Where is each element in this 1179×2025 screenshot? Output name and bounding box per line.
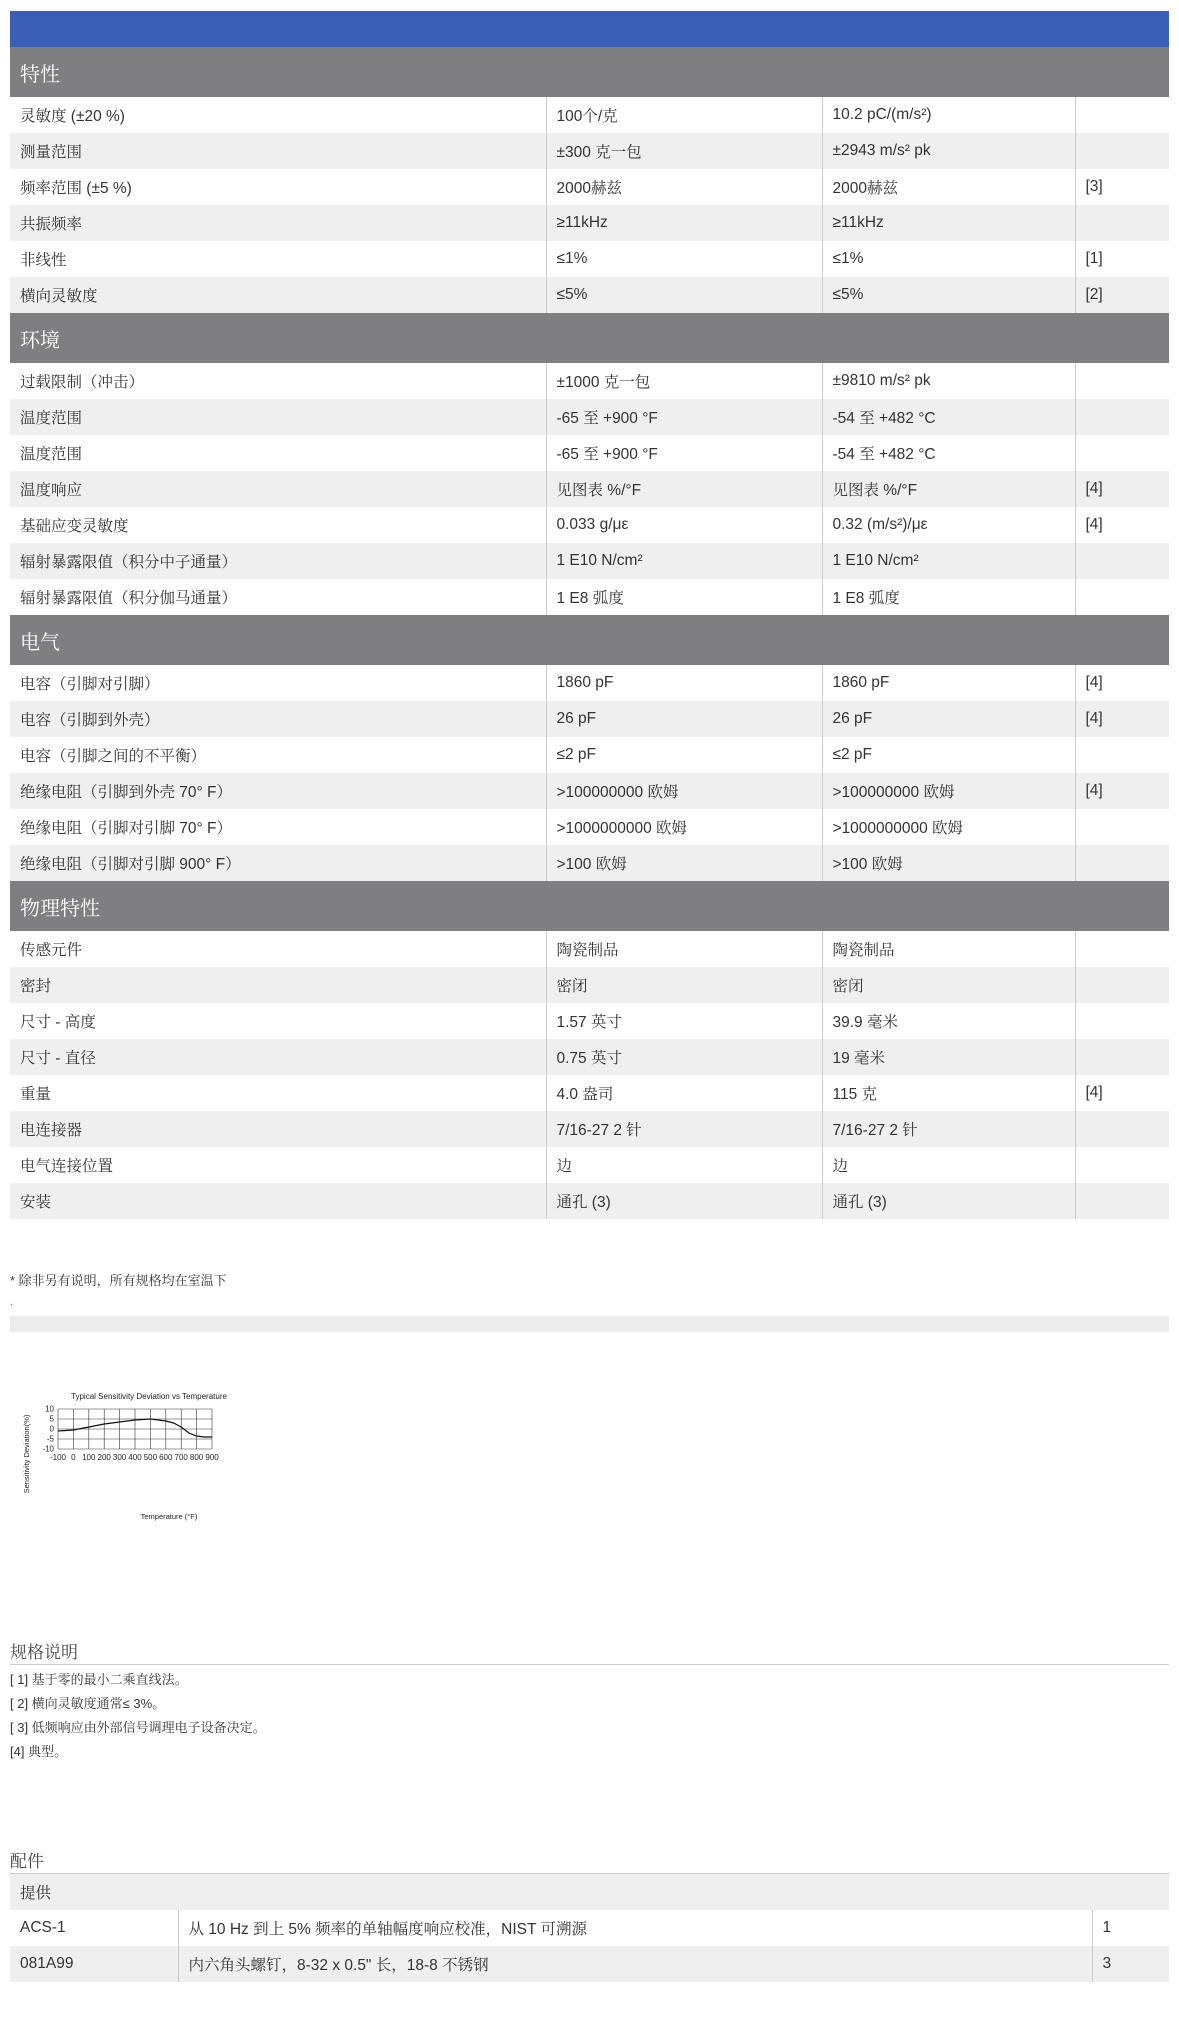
spec-value-metric: >100000000 欧姆 <box>822 773 1075 809</box>
spec-value-imperial: ≤2 pF <box>546 737 822 773</box>
spec-label: 电容（引脚对引脚） <box>20 676 160 693</box>
spec-value-imperial: 1860 pF <box>546 665 822 701</box>
chart-x-tick-label: 0 <box>71 1453 76 1462</box>
spec-label: 绝缘电阻（引脚对引脚 70° F） <box>20 820 233 837</box>
spec-value-imperial: 26 pF <box>546 701 822 737</box>
section-title: 电气 <box>10 615 1169 665</box>
spec-note-item: [ 1] 基于零的最小二乘直线法。 <box>10 1672 188 1687</box>
spec-row <box>10 241 1169 277</box>
spec-label: 横向灵敏度 <box>10 277 546 313</box>
chart-x-tick-label: 700 <box>174 1453 188 1462</box>
spec-value-metric: 密闭 <box>822 967 1075 1003</box>
accessory-quantity: 3 <box>1092 1946 1169 1982</box>
spec-note-item: [ 2] 横向灵敏度通常≤ 3%。 <box>10 1696 166 1711</box>
spec-label: 灵敏度 (±20 %) <box>20 108 125 125</box>
spec-value-imperial: 通孔 (3) <box>546 1183 822 1219</box>
spec-value-imperial: 1 E10 N/cm² <box>546 543 822 579</box>
spec-row <box>10 277 1169 313</box>
spec-value-metric: 边 <box>822 1147 1075 1183</box>
spec-row <box>10 665 1169 701</box>
spec-label: 绝缘电阻（引脚对引脚 900° F） <box>10 845 546 881</box>
chart-y-tick-labels <box>42 1405 54 1454</box>
spec-label: 频率范围 (±5 %) <box>20 180 132 197</box>
spec-note-ref <box>1075 97 1169 133</box>
spec-notes-title: 规格说明 <box>10 1643 78 1662</box>
spec-label: 电容（引脚到外壳） <box>10 701 546 737</box>
spec-row <box>10 1003 1169 1039</box>
spec-note-ref <box>1075 1183 1169 1219</box>
spec-row <box>10 1075 1169 1111</box>
spec-note-ref <box>1075 1003 1169 1039</box>
spec-value-metric: 115 克 <box>822 1075 1075 1111</box>
spec-row <box>10 773 1169 809</box>
spec-value-imperial: 7/16-27 2 针 <box>546 1111 822 1147</box>
spec-note-ref: [4] <box>1075 507 1169 543</box>
chart-x-tick-label: 100 <box>82 1453 96 1462</box>
spec-value-imperial: >1000000000 欧姆 <box>546 809 822 845</box>
spec-value-imperial: ≤5% <box>546 277 822 313</box>
spec-note-item: [ 3] 低频响应由外部信号调理电子设备决定。 <box>10 1720 266 1735</box>
section-title: 物理特性 <box>10 881 1169 931</box>
spec-row <box>10 507 1169 543</box>
spec-value-metric: >100 欧姆 <box>822 845 1075 881</box>
spec-table <box>10 47 1169 1219</box>
spec-value-metric: ≤1% <box>822 241 1075 277</box>
spec-value-metric: ≤2 pF <box>822 737 1075 773</box>
accessory-row <box>10 1946 1169 1982</box>
spec-value-metric: ±9810 m/s² pk <box>822 363 1075 399</box>
room-temperature-footnote: * 除非另有说明，所有规格均在室温下 <box>10 1273 227 1288</box>
spec-label: 温度响应 <box>10 471 546 507</box>
accessory-model: 081A99 <box>10 1946 178 1982</box>
spec-value-imperial: 100个/克 <box>546 97 822 133</box>
spec-note-ref <box>1075 399 1169 435</box>
accessories-header: 提供 <box>10 1874 1169 1910</box>
spec-row <box>10 809 1169 845</box>
spec-note-ref <box>1075 1039 1169 1075</box>
spec-value-imperial: 密闭 <box>546 967 822 1003</box>
chart-x-tick-label: 900 <box>205 1453 219 1462</box>
spec-value-metric: 26 pF <box>822 701 1075 737</box>
spec-value-metric: 1 E10 N/cm² <box>822 543 1075 579</box>
spec-note-ref <box>1075 1111 1169 1147</box>
chart-y-tick-label: -10 <box>42 1444 54 1454</box>
spec-note-ref <box>1075 967 1169 1003</box>
accessories-title: 配件 <box>10 1852 44 1871</box>
spec-label: 重量 <box>20 1086 52 1103</box>
accessory-description: 从 10 Hz 到上 5% 频率的单轴幅度响应校准，NIST 可溯源 <box>178 1910 1092 1946</box>
spec-row <box>10 845 1169 881</box>
chart-title: Typical Sensitivity Deviation vs Temperature <box>71 1392 227 1401</box>
spec-value-metric: ≤5% <box>822 277 1075 313</box>
spec-row <box>10 1111 1169 1147</box>
spec-value-imperial: 0.75 英寸 <box>546 1039 822 1075</box>
section-title: 环境 <box>10 313 1169 363</box>
spec-label: 绝缘电阻（引脚到外壳 70° F） <box>10 773 546 809</box>
spec-note-ref: [4] <box>1075 471 1169 507</box>
spec-value-imperial: 边 <box>546 1147 822 1183</box>
spec-note-ref: [4] <box>1075 665 1169 701</box>
spec-note-ref <box>1075 133 1169 169</box>
spec-value-metric: ±2943 m/s² pk <box>822 133 1075 169</box>
spec-note-ref <box>1075 1147 1169 1183</box>
spec-label: 电连接器 <box>10 1111 546 1147</box>
spec-value-metric: 陶瓷制品 <box>822 931 1075 967</box>
spec-note-ref <box>1075 543 1169 579</box>
spec-value-metric: 1 E8 弧度 <box>822 579 1075 615</box>
spec-value-metric: 2000赫兹 <box>822 169 1075 205</box>
spec-value-metric: 0.32 (m/s²)/με <box>822 507 1075 543</box>
spec-row <box>10 1039 1169 1075</box>
spec-row <box>10 579 1169 615</box>
spec-value-imperial: 2000赫兹 <box>546 169 822 205</box>
spec-label: 尺寸 - 直径 <box>10 1039 546 1075</box>
spec-value-imperial: ≥11kHz <box>546 205 822 241</box>
spec-label: 电容（引脚之间的不平衡） <box>20 748 207 765</box>
spec-row <box>10 1147 1169 1183</box>
spec-label: 安装 <box>10 1183 546 1219</box>
chart-x-tick-label: 600 <box>159 1453 173 1462</box>
spec-value-imperial: 1.57 英寸 <box>546 1003 822 1039</box>
spec-label: 非线性 <box>20 252 67 269</box>
spec-note-ref <box>1075 931 1169 967</box>
chart-y-axis-label: Sensitivity Deviation(%) <box>22 1414 31 1494</box>
spec-label: 共振频率 <box>10 205 546 241</box>
spec-note-ref <box>1075 809 1169 845</box>
chart-x-tick-label: -100 <box>49 1453 67 1462</box>
spec-label: 辐射暴露限值（积分伽马通量） <box>20 590 238 607</box>
spec-value-metric: 10.2 pC/(m/s²) <box>822 97 1075 133</box>
spec-note-ref: [2] <box>1075 277 1169 313</box>
spec-value-imperial: ≤1% <box>546 241 822 277</box>
chart-x-tick-label: 300 <box>112 1453 127 1462</box>
section-title: 特性 <box>10 47 1169 97</box>
spec-note-ref: [3] <box>1075 169 1169 205</box>
spec-value-imperial: >100000000 欧姆 <box>546 773 822 809</box>
spec-value-metric: ≥11kHz <box>822 205 1075 241</box>
chart-x-tick-label: 400 <box>128 1453 142 1462</box>
spec-row <box>10 133 1169 169</box>
spec-notes-rule <box>10 1664 1169 1665</box>
spec-value-metric: 通孔 (3) <box>822 1183 1075 1219</box>
spec-value-imperial: 0.033 g/με <box>546 507 822 543</box>
chart-x-tick-label: 200 <box>97 1453 111 1462</box>
spec-value-imperial: 1 E8 弧度 <box>546 579 822 615</box>
spec-label: 电气连接位置 <box>20 1158 114 1175</box>
chart-y-tick-label: 10 <box>45 1404 54 1414</box>
spec-value-imperial: 4.0 盎司 <box>546 1075 822 1111</box>
chart-x-tick-label: 800 <box>189 1453 204 1462</box>
accessories-table <box>10 1874 1169 1982</box>
spec-value-imperial: -65 至 +900 °F <box>546 399 822 435</box>
accessory-model: ACS-1 <box>20 1919 66 1936</box>
spec-value-metric: 1860 pF <box>822 665 1075 701</box>
spec-notes-list <box>10 1668 266 1764</box>
spec-label: 温度范围 <box>20 446 83 463</box>
spec-value-imperial: -65 至 +900 °F <box>546 435 822 471</box>
spec-row <box>10 967 1169 1003</box>
spec-value-metric: 见图表 %/°F <box>822 471 1075 507</box>
spec-row <box>10 399 1169 435</box>
spec-note-item: [4] 典型。 <box>10 1744 68 1759</box>
spec-value-imperial: ±1000 克一包 <box>546 363 822 399</box>
spec-row <box>10 1183 1169 1219</box>
spec-note-ref: [4] <box>1075 701 1169 737</box>
chart-y-tick-label: -5 <box>46 1434 54 1444</box>
spec-row <box>10 931 1169 967</box>
spec-table-container <box>10 47 1169 1219</box>
spec-label: 温度范围 <box>10 399 546 435</box>
spec-row <box>10 737 1169 773</box>
chart-x-tick-labels <box>50 1453 219 1462</box>
chart-y-tick-label: 5 <box>49 1414 54 1424</box>
accessories-container <box>10 1874 1169 1982</box>
spec-value-imperial: >100 欧姆 <box>546 845 822 881</box>
spec-row <box>10 701 1169 737</box>
spec-row <box>10 205 1169 241</box>
spec-label: 尺寸 - 高度 <box>20 1014 96 1031</box>
section-header <box>10 313 1169 363</box>
accessory-quantity: 1 <box>1092 1910 1169 1946</box>
spec-note-ref <box>1075 435 1169 471</box>
dot-marker: . <box>10 1296 14 1308</box>
chart-x-axis-label: Temperature (°F) <box>140 1512 198 1521</box>
accessory-row <box>10 1910 1169 1946</box>
spec-value-metric: 19 毫米 <box>822 1039 1075 1075</box>
spec-note-ref <box>1075 205 1169 241</box>
spec-value-imperial: ±300 克一包 <box>546 133 822 169</box>
spec-note-ref: [4] <box>1075 1075 1169 1111</box>
spec-row <box>10 363 1169 399</box>
spec-row <box>10 97 1169 133</box>
spec-value-metric: >1000000000 欧姆 <box>822 809 1075 845</box>
spec-value-metric: 39.9 毫米 <box>822 1003 1075 1039</box>
spec-note-ref: [1] <box>1075 241 1169 277</box>
spec-row <box>10 543 1169 579</box>
spec-value-metric: -54 至 +482 °C <box>822 399 1075 435</box>
spec-label: 过载限制（冲击） <box>20 374 145 391</box>
spec-value-imperial: 陶瓷制品 <box>546 931 822 967</box>
spec-note-ref <box>1075 737 1169 773</box>
spec-row <box>10 471 1169 507</box>
spec-row <box>10 169 1169 205</box>
spec-label: 密封 <box>10 967 546 1003</box>
spec-note-ref <box>1075 845 1169 881</box>
chart-x-tick-label: 500 <box>143 1453 158 1462</box>
spec-label: 辐射暴露限值（积分中子通量） <box>10 543 546 579</box>
spec-label: 传感元件 <box>20 942 83 959</box>
spec-row <box>10 435 1169 471</box>
gray-divider-band <box>10 1316 1169 1332</box>
spec-value-metric: -54 至 +482 °C <box>822 435 1075 471</box>
section-header <box>10 47 1169 97</box>
spec-label: 测量范围 <box>10 133 546 169</box>
spec-note-ref: [4] <box>1075 773 1169 809</box>
accessory-description: 内六角头螺钉，8-32 x 0.5" 长，18-8 不锈钢 <box>178 1946 1092 1982</box>
spec-note-ref <box>1075 579 1169 615</box>
chart-y-tick-label: 0 <box>49 1424 54 1434</box>
sensitivity-temperature-chart <box>14 1386 294 1526</box>
spec-label: 基础应变灵敏度 <box>20 518 129 535</box>
section-header <box>10 615 1169 665</box>
spec-note-ref <box>1075 363 1169 399</box>
section-header <box>10 881 1169 931</box>
spec-value-imperial: 见图表 %/°F <box>546 471 822 507</box>
spec-value-metric: 7/16-27 2 针 <box>822 1111 1075 1147</box>
top-accent-bar <box>10 11 1169 47</box>
